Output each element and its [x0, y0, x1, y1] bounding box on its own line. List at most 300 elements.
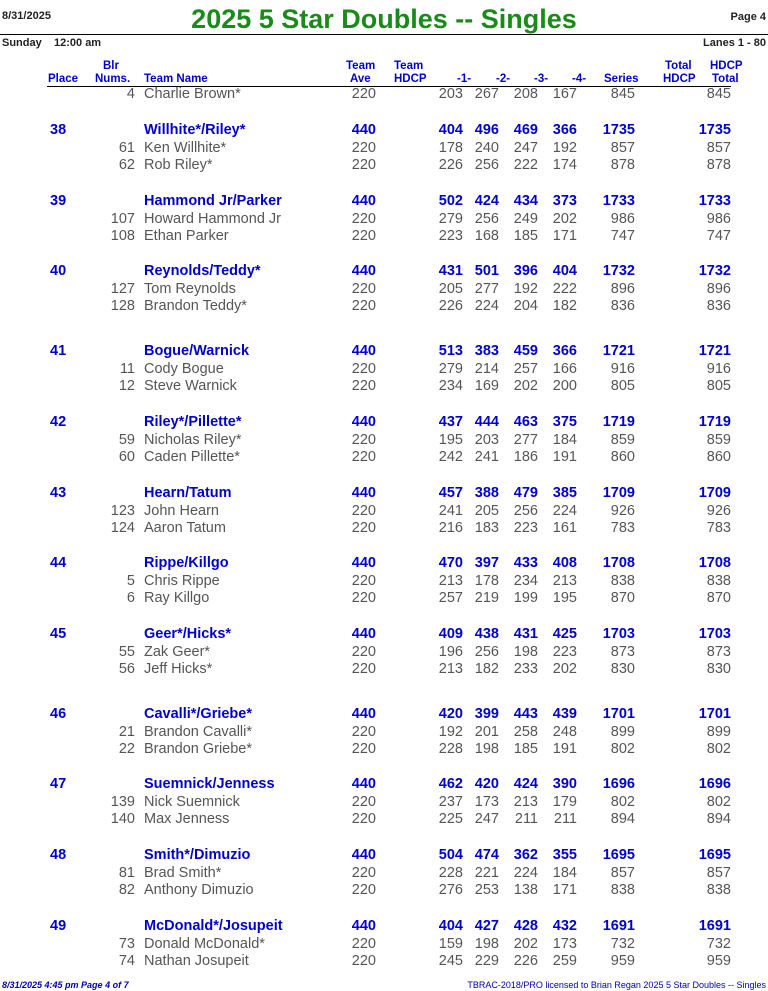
col-total-hdcp-top: Total	[665, 60, 692, 72]
series-score: 802	[610, 741, 635, 758]
game-2-score: 203	[474, 431, 499, 448]
game-3-score: 479	[513, 485, 538, 501]
team-average: 440	[351, 776, 376, 792]
bowler-number: 123	[110, 502, 135, 519]
bowler-name: Nicholas Riley*	[144, 431, 242, 448]
page-title: 2025 5 Star Doubles -- Singles	[191, 4, 577, 34]
bowler-number: 127	[110, 280, 135, 297]
bowler-average: 220	[351, 723, 376, 740]
game-2-score: 277	[474, 280, 499, 297]
hdcp-total-score: 830	[706, 661, 731, 678]
game-3-score: 258	[513, 723, 538, 740]
hdcp-total-score: 845	[706, 86, 731, 102]
hdcp-total-score: 1719	[698, 414, 731, 430]
series-score: 1708	[602, 555, 635, 571]
bowler-average: 220	[351, 280, 376, 297]
bowler-average: 220	[351, 864, 376, 881]
header-rule	[0, 34, 768, 35]
game-4-score: 375	[552, 414, 577, 430]
col-game-3: -3-	[534, 73, 549, 85]
day-label: Sunday	[2, 37, 42, 49]
col-team-hdcp: HDCP	[394, 73, 427, 85]
col-team-name: Team Name	[144, 73, 208, 85]
game-2-score: 224	[474, 298, 499, 315]
game-3-score: 234	[513, 572, 538, 589]
series-score: 747	[610, 228, 635, 245]
game-4-score: 167	[552, 86, 577, 102]
bowler-average: 220	[351, 590, 376, 607]
team-place: 39	[50, 193, 67, 209]
bowler-name: Cody Bogue	[144, 360, 224, 377]
team-average: 440	[351, 414, 376, 430]
hdcp-total-score: 916	[706, 360, 731, 377]
page-number: Page 4	[730, 11, 766, 23]
col-hdcp-total-top: HDCP	[710, 60, 743, 72]
hdcp-total-score: 857	[706, 139, 731, 156]
bowler-average: 220	[351, 378, 376, 395]
col-game-1: -1-	[457, 73, 472, 85]
team-average: 440	[351, 485, 376, 501]
hdcp-total-score: 747	[706, 228, 731, 245]
bowler-average: 220	[351, 502, 376, 519]
series-score: 873	[610, 643, 635, 660]
series-score: 732	[610, 935, 635, 952]
game-4-score: 192	[552, 139, 577, 156]
col-team-ave: Ave	[350, 73, 371, 85]
game-4-score: 404	[552, 263, 577, 279]
game-1-score: 237	[438, 793, 463, 810]
game-1-score: 223	[438, 228, 463, 245]
game-1-score: 225	[438, 811, 463, 828]
team-place: 46	[50, 706, 67, 722]
game-2-score: 214	[474, 360, 499, 377]
bowler-average: 220	[351, 661, 376, 678]
game-3-score: 185	[513, 228, 538, 245]
series-score: 1735	[602, 122, 635, 138]
game-2-score: 201	[474, 723, 499, 740]
hdcp-total-score: 1733	[698, 193, 731, 209]
game-4-score: 171	[552, 882, 577, 899]
series-score: 1691	[602, 918, 635, 934]
hdcp-total-score: 802	[706, 741, 731, 758]
game-1-score: 404	[438, 918, 463, 934]
game-4-score: 174	[552, 157, 577, 174]
bowler-average: 220	[351, 572, 376, 589]
game-4-score: 184	[552, 431, 577, 448]
team-name: Rippe/Killgo	[144, 555, 229, 571]
game-2-score: 198	[474, 741, 499, 758]
game-2-score: 247	[474, 811, 499, 828]
bowler-name: Ken Willhite*	[144, 139, 227, 156]
series-score: 1696	[602, 776, 635, 792]
hdcp-total-score: 859	[706, 431, 731, 448]
col-total-hdcp: HDCP	[663, 73, 696, 85]
game-3-score: 249	[513, 210, 538, 227]
hdcp-total-score: 926	[706, 502, 731, 519]
bowler-number: 82	[118, 882, 135, 899]
hdcp-total-score: 959	[706, 953, 731, 970]
game-4-score: 408	[552, 555, 577, 571]
series-score: 830	[610, 661, 635, 678]
bowler-average: 220	[351, 228, 376, 245]
game-2-score: 169	[474, 378, 499, 395]
series-score: 1709	[602, 485, 635, 501]
team-name: Hammond Jr/Parker	[144, 193, 282, 209]
team-average: 440	[351, 555, 376, 571]
game-2-score: 221	[474, 864, 499, 881]
team-place: 41	[50, 343, 67, 359]
bowler-number: 108	[110, 228, 135, 245]
col-series: Series	[604, 73, 639, 85]
game-3-score: 213	[513, 793, 538, 810]
game-2-score: 496	[474, 122, 499, 138]
series-score: 1703	[602, 626, 635, 642]
bowler-name: Ray Killgo	[144, 590, 210, 607]
hdcp-total-score: 1691	[698, 918, 731, 934]
game-1-score: 279	[438, 360, 463, 377]
bowler-average: 220	[351, 882, 376, 899]
game-1-score: 205	[438, 280, 463, 297]
game-2-score: 229	[474, 953, 499, 970]
game-1-score: 234	[438, 378, 463, 395]
team-name: Cavalli*/Griebe*	[144, 706, 252, 722]
series-score: 986	[610, 210, 635, 227]
game-2-score: 205	[474, 502, 499, 519]
bowler-name: Caden Pillette*	[144, 449, 240, 466]
game-4-score: 373	[552, 193, 577, 209]
game-2-score: 438	[474, 626, 499, 642]
hdcp-total-score: 1695	[698, 847, 731, 863]
game-1-score: 195	[438, 431, 463, 448]
series-score: 916	[610, 360, 635, 377]
game-3-score: 396	[513, 263, 538, 279]
hdcp-total-score: 870	[706, 590, 731, 607]
hdcp-total-score: 986	[706, 210, 731, 227]
game-3-score: 257	[513, 360, 538, 377]
game-1-score: 279	[438, 210, 463, 227]
game-2-score: 267	[474, 86, 499, 102]
game-1-score: 245	[438, 953, 463, 970]
col-game-2: -2-	[496, 73, 511, 85]
game-3-score: 469	[513, 122, 538, 138]
bowler-number: 55	[118, 643, 135, 660]
bowler-name: Brandon Griebe*	[144, 741, 253, 758]
game-3-score: 222	[513, 157, 538, 174]
game-3-score: 431	[513, 626, 538, 642]
team-average: 440	[351, 122, 376, 138]
game-4-score: 161	[552, 520, 577, 537]
bowler-name: Zak Geer*	[144, 643, 211, 660]
series-score: 860	[610, 449, 635, 466]
bowler-number: 59	[118, 431, 135, 448]
series-score: 894	[610, 811, 635, 828]
game-2-score: 183	[474, 520, 499, 537]
series-score: 1721	[602, 343, 635, 359]
team-place: 45	[50, 626, 67, 642]
game-2-score: 383	[474, 343, 499, 359]
team-name: Suemnick/Jenness	[144, 776, 275, 792]
team-average: 440	[351, 263, 376, 279]
bowler-name: Max Jenness	[144, 811, 230, 828]
lanes-label: Lanes 1 - 80	[703, 37, 766, 49]
series-score: 838	[610, 882, 635, 899]
game-4-score: 222	[552, 280, 577, 297]
hdcp-total-score: 894	[706, 811, 731, 828]
team-place: 38	[50, 122, 67, 138]
game-2-score: 388	[474, 485, 499, 501]
game-4-score: 390	[552, 776, 577, 792]
team-name: McDonald*/Josupeit	[144, 918, 283, 934]
team-name: Reynolds/Teddy*	[144, 263, 261, 279]
bowler-average: 220	[351, 139, 376, 156]
series-score: 1695	[602, 847, 635, 863]
bowler-average: 220	[351, 449, 376, 466]
team-place: 40	[50, 263, 67, 279]
bowler-name: Brad Smith*	[144, 864, 222, 881]
hdcp-total-score: 896	[706, 280, 731, 297]
game-3-score: 459	[513, 343, 538, 359]
hdcp-total-score: 1732	[698, 263, 731, 279]
footer-right: TBRAC-2018/PRO licensed to Brian Regan 2025 5 Star Doubles -- Singles	[467, 980, 766, 990]
series-score: 857	[610, 139, 635, 156]
game-3-score: 204	[513, 298, 538, 315]
game-4-score: 385	[552, 485, 577, 501]
game-4-score: 195	[552, 590, 577, 607]
team-name: Smith*/Dimuzio	[144, 847, 251, 863]
game-2-score: 444	[474, 414, 499, 430]
hdcp-total-score: 805	[706, 378, 731, 395]
game-4-score: 425	[552, 626, 577, 642]
bowler-number: 56	[118, 661, 135, 678]
hdcp-total-score: 1701	[698, 706, 731, 722]
game-2-score: 173	[474, 793, 499, 810]
col-hdcp-total: Total	[712, 73, 739, 85]
game-1-score: 457	[438, 485, 463, 501]
game-1-score: 502	[438, 193, 463, 209]
game-4-score: 173	[552, 935, 577, 952]
bowler-name: Ethan Parker	[144, 228, 229, 245]
bowler-name: Tom Reynolds	[144, 280, 236, 297]
bowler-number: 139	[110, 793, 135, 810]
bowler-name: Rob Riley*	[144, 157, 213, 174]
game-4-score: 355	[552, 847, 577, 863]
game-3-score: 223	[513, 520, 538, 537]
team-average: 440	[351, 847, 376, 863]
game-3-score: 138	[513, 882, 538, 899]
hdcp-total-score: 732	[706, 935, 731, 952]
game-3-score: 256	[513, 502, 538, 519]
bowler-average: 220	[351, 210, 376, 227]
game-3-score: 202	[513, 935, 538, 952]
game-4-score: 179	[552, 793, 577, 810]
series-score: 1732	[602, 263, 635, 279]
game-2-score: 240	[474, 139, 499, 156]
game-1-score: 226	[438, 298, 463, 315]
game-3-score: 224	[513, 864, 538, 881]
hdcp-total-score: 878	[706, 157, 731, 174]
series-score: 896	[610, 280, 635, 297]
game-4-score: 248	[552, 723, 577, 740]
bowler-average: 220	[351, 811, 376, 828]
game-3-score: 463	[513, 414, 538, 430]
bowler-number: 128	[110, 298, 135, 315]
series-score: 870	[610, 590, 635, 607]
game-2-score: 198	[474, 935, 499, 952]
game-4-score: 171	[552, 228, 577, 245]
team-place: 44	[50, 555, 67, 571]
hdcp-total-score: 836	[706, 298, 731, 315]
game-1-score: 409	[438, 626, 463, 642]
bowler-name: Howard Hammond Jr	[144, 210, 281, 227]
bowler-number: 81	[118, 864, 135, 881]
series-score: 845	[610, 86, 635, 102]
hdcp-total-score: 1703	[698, 626, 731, 642]
team-name: Hearn/Tatum	[144, 485, 232, 501]
bowler-number: 22	[118, 741, 135, 758]
bowler-name: Nathan Josupeit	[144, 953, 249, 970]
game-4-score: 200	[552, 378, 577, 395]
game-4-score: 191	[552, 449, 577, 466]
game-2-score: 168	[474, 228, 499, 245]
team-average: 440	[351, 193, 376, 209]
hdcp-total-score: 838	[706, 882, 731, 899]
bowler-name: Nick Suemnick	[144, 793, 240, 810]
game-4-score: 259	[552, 953, 577, 970]
print-date: 8/31/2025	[2, 10, 51, 22]
team-name: Bogue/Warnick	[144, 343, 250, 359]
bowler-number: 5	[126, 572, 135, 589]
bowler-name: John Hearn	[144, 502, 219, 519]
col-blr: Blr	[103, 60, 119, 72]
series-score: 859	[610, 431, 635, 448]
col-blr-nums: Nums.	[95, 73, 131, 85]
team-name: Willhite*/Riley*	[144, 122, 246, 138]
hdcp-total-score: 860	[706, 449, 731, 466]
series-score: 838	[610, 572, 635, 589]
bowler-average: 220	[351, 935, 376, 952]
game-2-score: 420	[474, 776, 499, 792]
bowler-average: 220	[351, 793, 376, 810]
hdcp-total-score: 1735	[698, 122, 731, 138]
game-1-score: 504	[438, 847, 463, 863]
bowler-average: 220	[351, 360, 376, 377]
game-1-score: 276	[438, 882, 463, 899]
bowler-number: 74	[118, 953, 135, 970]
bowler-number: 12	[118, 378, 135, 395]
game-3-score: 198	[513, 643, 538, 660]
game-3-score: 277	[513, 431, 538, 448]
col-place: Place	[48, 73, 79, 85]
game-4-score: 439	[552, 706, 577, 722]
game-2-score: 256	[474, 157, 499, 174]
bowler-name: Brandon Cavalli*	[144, 723, 253, 740]
bowler-number: 6	[126, 590, 135, 607]
game-3-score: 208	[513, 86, 538, 102]
game-4-score: 213	[552, 572, 577, 589]
game-3-score: 192	[513, 280, 538, 297]
bowler-name: Chris Rippe	[144, 572, 220, 589]
team-average: 440	[351, 343, 376, 359]
game-4-score: 166	[552, 360, 577, 377]
game-4-score: 366	[552, 343, 577, 359]
game-3-score: 226	[513, 953, 538, 970]
game-1-score: 213	[438, 572, 463, 589]
series-score: 899	[610, 723, 635, 740]
bowler-number: 21	[118, 723, 135, 740]
series-score: 836	[610, 298, 635, 315]
bowler-number: 60	[118, 449, 135, 466]
game-4-score: 191	[552, 741, 577, 758]
game-2-score: 501	[474, 263, 499, 279]
game-4-score: 224	[552, 502, 577, 519]
game-2-score: 253	[474, 882, 499, 899]
game-2-score: 474	[474, 847, 499, 863]
game-1-score: 213	[438, 661, 463, 678]
game-3-score: 434	[513, 193, 538, 209]
hdcp-total-score: 1696	[698, 776, 731, 792]
series-score: 959	[610, 953, 635, 970]
hdcp-total-score: 1709	[698, 485, 731, 501]
game-1-score: 420	[438, 706, 463, 722]
bowler-average: 220	[351, 953, 376, 970]
game-2-score: 256	[474, 210, 499, 227]
footer-left: 8/31/2025 4:45 pm Page 4 of 7	[2, 980, 129, 990]
team-place: 48	[50, 847, 67, 863]
game-1-score: 513	[438, 343, 463, 359]
game-1-score: 431	[438, 263, 463, 279]
team-average: 440	[351, 626, 376, 642]
game-1-score: 228	[438, 741, 463, 758]
hdcp-total-score: 783	[706, 520, 731, 537]
game-2-score: 219	[474, 590, 499, 607]
series-score: 1719	[602, 414, 635, 430]
bowler-number: 73	[118, 935, 135, 952]
game-2-score: 256	[474, 643, 499, 660]
game-2-score: 399	[474, 706, 499, 722]
bowler-average: 220	[351, 157, 376, 174]
team-place: 47	[50, 776, 67, 792]
col-team-ave-top: Team	[346, 60, 376, 72]
bowler-average: 220	[351, 741, 376, 758]
series-score: 1701	[602, 706, 635, 722]
game-1-score: 159	[438, 935, 463, 952]
hdcp-total-score: 873	[706, 643, 731, 660]
game-4-score: 223	[552, 643, 577, 660]
team-place: 42	[50, 414, 67, 430]
series-score: 783	[610, 520, 635, 537]
bowler-name: Aaron Tatum	[144, 520, 226, 537]
bowler-name: Donald McDonald*	[144, 935, 265, 952]
game-1-score: 192	[438, 723, 463, 740]
game-1-score: 241	[438, 502, 463, 519]
series-score: 857	[610, 864, 635, 881]
hdcp-total-score: 857	[706, 864, 731, 881]
col-game-4: -4-	[572, 73, 587, 85]
game-3-score: 202	[513, 378, 538, 395]
team-average: 440	[351, 918, 376, 934]
game-1-score: 226	[438, 157, 463, 174]
game-2-score: 427	[474, 918, 499, 934]
game-2-score: 397	[474, 555, 499, 571]
bowler-average: 220	[351, 86, 376, 102]
game-4-score: 182	[552, 298, 577, 315]
col-team-hdcp-top: Team	[394, 60, 424, 72]
series-score: 926	[610, 502, 635, 519]
hdcp-total-score: 1708	[698, 555, 731, 571]
team-name: Riley*/Pillette*	[144, 414, 242, 430]
bowler-name: Anthony Dimuzio	[144, 882, 254, 899]
team-place: 43	[50, 485, 67, 501]
